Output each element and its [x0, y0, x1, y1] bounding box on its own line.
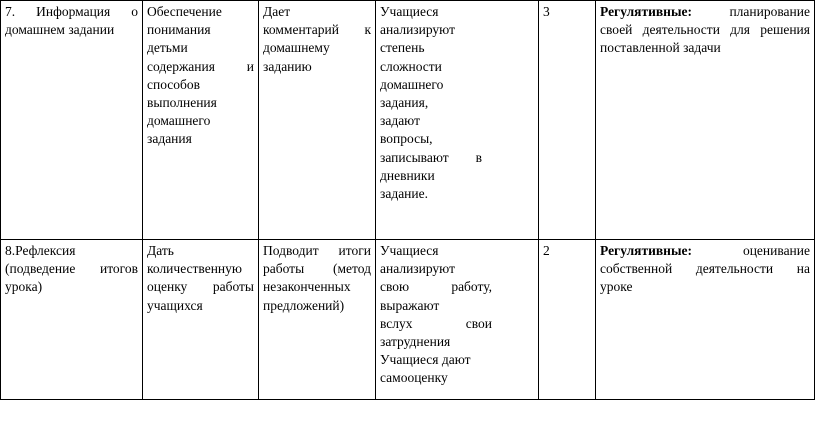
stage-cell: [1, 1, 143, 240]
stage-word: о: [131, 4, 138, 19]
uud-cell: Регулятивные: оценивание собственной деятельности на уроке: [596, 240, 815, 400]
stage-cell: 8.Рефлексия (подведение итогов урока): [1, 240, 143, 400]
time-value: 2: [543, 243, 550, 258]
time-value: 3: [543, 4, 550, 19]
students-cell: Учащиеся анализируют свою работу, выражают вслух свои затруднения Учащиеся дают самооценку: [376, 240, 539, 400]
time-cell: [539, 240, 596, 400]
goal-cell: Дать количественную оценку работы учащихся: [143, 240, 259, 400]
table-row: [1, 240, 815, 400]
uud-label: Регулятивные:: [600, 4, 692, 19]
time-cell: [539, 1, 596, 240]
teacher-cell: Подводит итоги работы (метод незаконченных предложений): [259, 240, 376, 400]
stage-word: Информация: [36, 4, 111, 19]
uud-label: Регулятивные:: [600, 243, 692, 258]
uud-cell: Регулятивные: планирование своей деятельности для решения поставленной задачи: [596, 1, 815, 240]
stage-number: 7.: [5, 4, 16, 19]
teacher-cell: Дает комментарий к домашнему заданию: [259, 1, 376, 240]
stage-line: домашнем задании: [5, 22, 115, 38]
students-cell: Учащиеся анализируют степень сложности домашнего задания, задают вопросы, записывают в дневники задание.: [376, 1, 539, 240]
table-row: [1, 1, 815, 240]
goal-cell: Обеспечение понимания детьми содержания и способов выполнения домашнего задания: [143, 1, 259, 240]
